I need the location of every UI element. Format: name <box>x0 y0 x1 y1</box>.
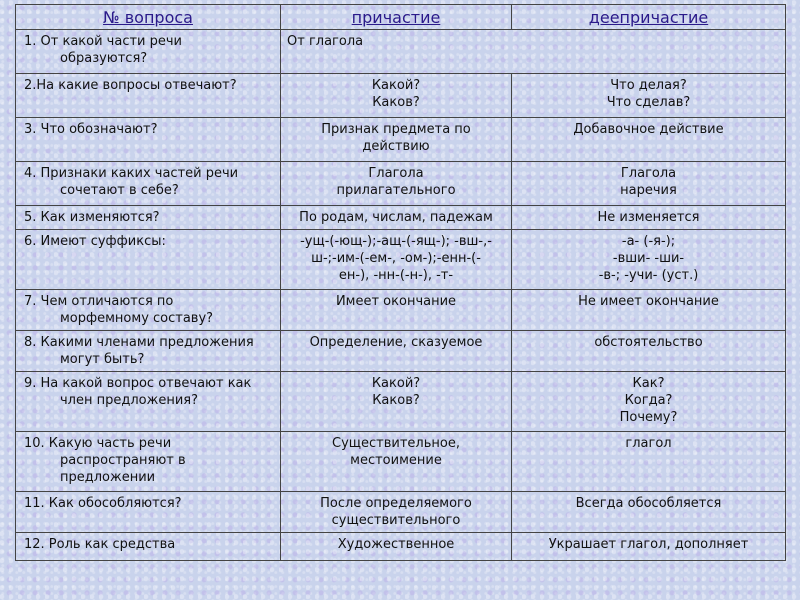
table-row <box>16 372 786 432</box>
gerund-cell: обстоятельство <box>512 331 786 372</box>
header-gerund: деепричастие <box>512 5 786 30</box>
table-row <box>16 118 786 162</box>
question-cell: 4. Признаки каких частей речи сочетают в себе? <box>16 162 281 206</box>
participle-cell: Определение, сказуемое <box>281 331 512 372</box>
question-cell: 3. Что обозначают? <box>16 118 281 162</box>
participle-cell: Какой? Каков? <box>281 74 512 118</box>
gerund-cell: глагол <box>512 432 786 492</box>
table-row <box>16 30 786 74</box>
gerund-cell: Всегда обособляется <box>512 492 786 533</box>
question-cell: 9. На какой вопрос отвечают как член предложения? <box>16 372 281 432</box>
question-cell: 5. Как изменяются? <box>16 206 281 230</box>
participle-cell: Какой? Каков? <box>281 372 512 432</box>
gerund-cell: Добавочное действие <box>512 118 786 162</box>
table-row <box>16 230 786 290</box>
table-row <box>16 331 786 372</box>
header-question-number: № вопроса <box>16 5 281 30</box>
question-cell: 2.На какие вопросы отвечают? <box>16 74 281 118</box>
participle-cell: По родам, числам, падежам <box>281 206 512 230</box>
table-row <box>16 162 786 206</box>
question-cell: 6. Имеют суффиксы: <box>16 230 281 290</box>
table-row <box>16 206 786 230</box>
question-cell: 11. Как обособляются? <box>16 492 281 533</box>
gerund-cell: Глагола наречия <box>512 162 786 206</box>
gerund-cell: Не имеет окончание <box>512 290 786 331</box>
table-row <box>16 74 786 118</box>
table-row <box>16 533 786 561</box>
question-cell: 8. Какими членами предложения могут быть? <box>16 331 281 372</box>
table-row <box>16 492 786 533</box>
gerund-cell: Как? Когда? Почему? <box>512 372 786 432</box>
participle-cell: Художественное <box>281 533 512 561</box>
gerund-cell: -а- (-я-); -вши- -ши- -в-; -учи- (уст.) <box>512 230 786 290</box>
participle-cell: Признак предмета по действию <box>281 118 512 162</box>
table-row <box>16 290 786 331</box>
gerund-cell: Украшает глагол, дополняет <box>512 533 786 561</box>
question-cell: 10. Какую часть речи распространяют в предложении <box>16 432 281 492</box>
gerund-cell: Не изменяется <box>512 206 786 230</box>
participle-cell: Существительное, местоимение <box>281 432 512 492</box>
answer-cell-merged: От глагола <box>281 30 786 74</box>
participle-cell: Имеет окончание <box>281 290 512 331</box>
participle-cell: После определяемого существительного <box>281 492 512 533</box>
question-cell: 1. От какой части речи образуются? <box>16 30 281 74</box>
header-participle: причастие <box>281 5 512 30</box>
gerund-cell: Что делая? Что сделав? <box>512 74 786 118</box>
question-cell: 12. Роль как средства <box>16 533 281 561</box>
participle-cell: Глагола прилагательного <box>281 162 512 206</box>
question-cell: 7. Чем отличаются по морфемному составу? <box>16 290 281 331</box>
table-header-row <box>16 5 786 30</box>
participle-cell: -ущ-(-ющ-);-ащ-(-ящ-); -вш-,- ш-;-им-(-ем-, -ом-);-енн-(- ен-), -нн-(-н-), -т- <box>281 230 512 290</box>
comparison-table <box>15 4 786 561</box>
table-row <box>16 432 786 492</box>
